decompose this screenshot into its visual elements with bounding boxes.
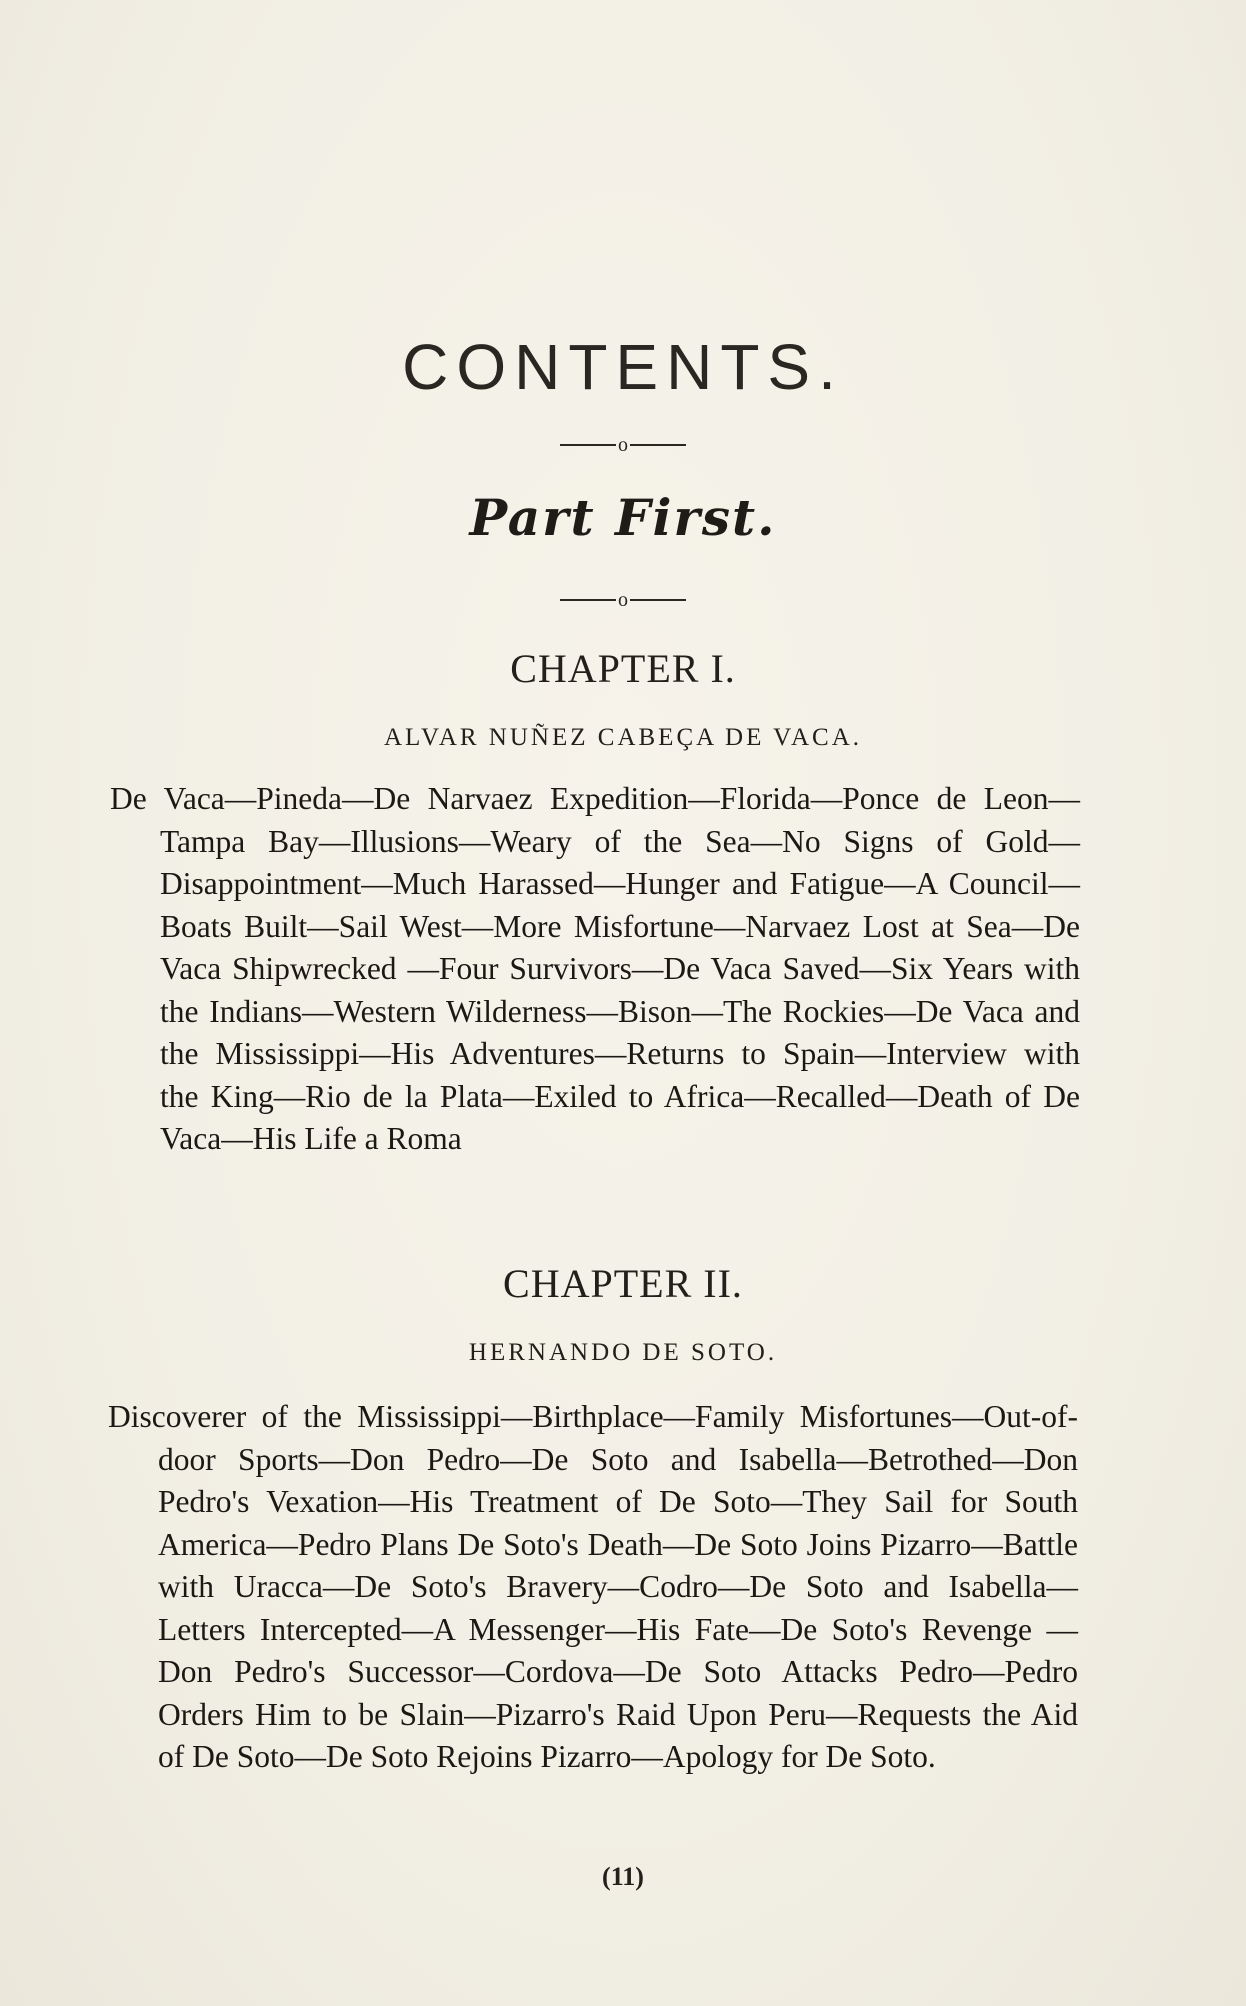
rule-ornament: o bbox=[618, 588, 628, 611]
rule-line bbox=[630, 444, 686, 446]
chapter-heading: CHAPTER II. bbox=[503, 1261, 743, 1306]
rule-line bbox=[630, 599, 686, 601]
page-number: (11) bbox=[602, 1862, 644, 1891]
chapter-subject: HERNANDO DE SOTO. bbox=[468, 1339, 778, 1366]
chapter-subject: ALVAR NUÑEZ CABEÇA DE VACA. bbox=[383, 724, 863, 751]
rule-line bbox=[560, 599, 616, 601]
ornamental-rule-bottom bbox=[0, 587, 1246, 611]
chapter-summary: De Vaca—Pineda—De Narvaez Expedition—Florida—Ponce de Leon—Tampa Bay—Illusions—Weary of the Sea—No Signs of Gold—Disappointment—Much Harassed—Hunger and Fatigue—A Council—Boats Built—Sail West—More Misfortune—Narvaez Lost at Sea—De Vaca Shipwrecked —Four Survivors—De Vaca Saved—Six Years with the Indians—Western Wilderness—Bison—The Rockies—De Vaca and the Mississippi—His Adventures—Returns to Spain—Interview with the King—Rio de la Plata—Exiled to Africa—Recalled—Death of De Vaca—His Life a Roma bbox=[110, 781, 1080, 1156]
chapter-summary: Discoverer of the Mississippi—Birthplace—Family Misfortunes—Out-of-door Sports—Don Pedro—De Soto and Isabella—Betrothed—Don Pedro's Vexation—His Treatment of De Soto—They Sail for South America—Pedro Plans De Soto's Death—De Soto Joins Pizarro—Battle with Uracca—De Soto's Bravery—Codro—De Soto and Isabella—Letters Intercepted—A Messenger—His Fate—De Soto's Revenge —Don Pedro's Successor—Cordova—De Soto Attacks Pedro—Pedro Orders Him to be Slain—Pizarro's Raid Upon Peru—Requests the Aid of De Soto—De Soto Rejoins Pizarro—Apology for De Soto. bbox=[108, 1399, 1078, 1774]
chapter-heading: CHAPTER I. bbox=[510, 646, 736, 691]
ornamental-rule-top bbox=[0, 432, 1246, 456]
rule-ornament: o bbox=[618, 433, 628, 456]
page-title: CONTENTS. bbox=[402, 331, 844, 403]
part-title: Part First. bbox=[469, 488, 777, 547]
rule-line bbox=[560, 444, 616, 446]
